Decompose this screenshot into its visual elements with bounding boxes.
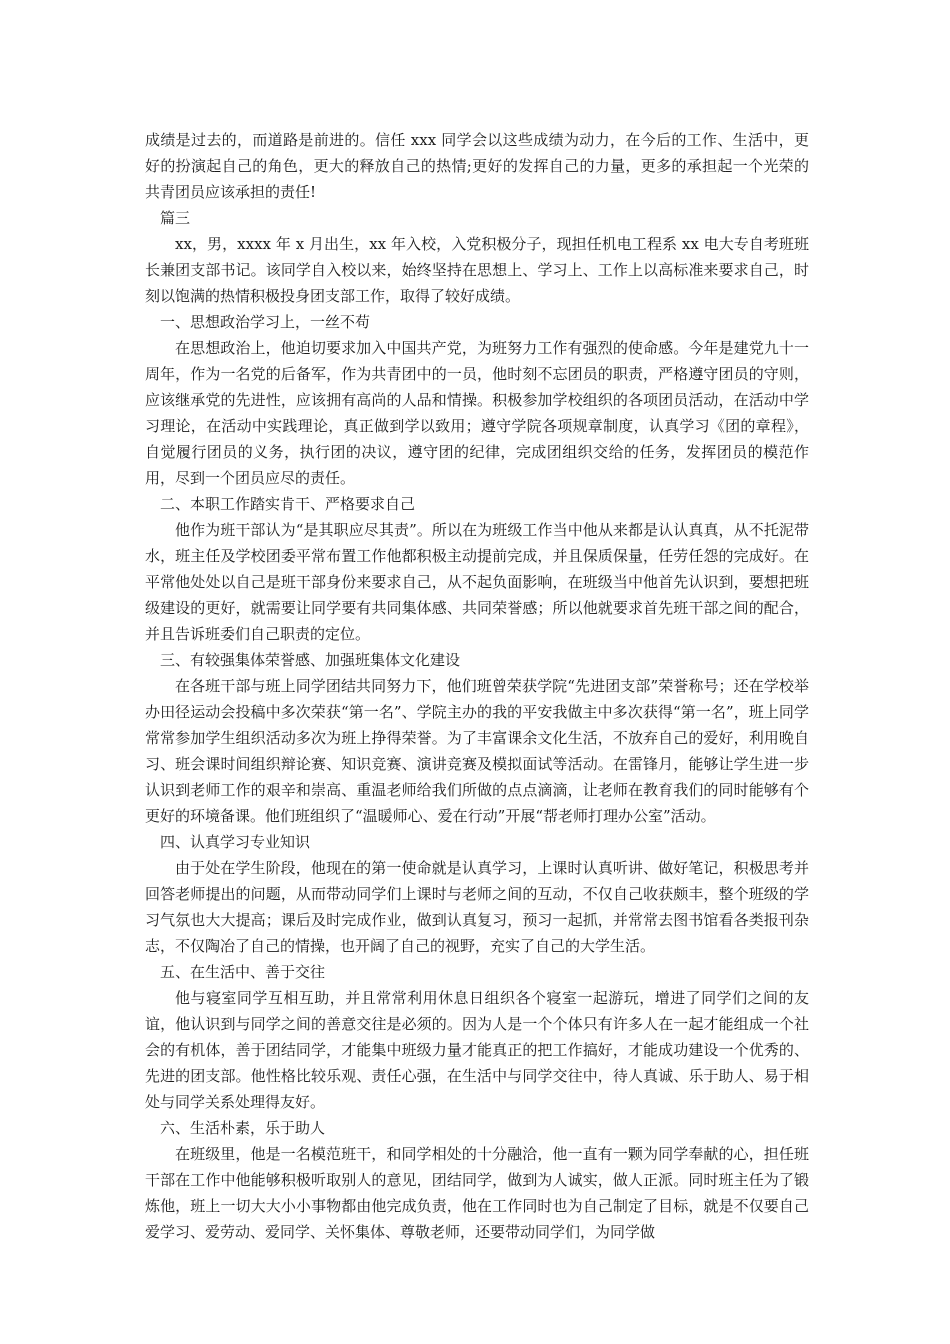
profile-paragraph: xx，男，xxxx 年 x 月出生，xx 年入校，入党积极分子，现担任机电工程系 xx 电大专自考班班长兼团支部书记。该同学自入校以来，始终坚持在思想上、学习上、工作上以高标准来要求自己，时刻以饱满的热情积极投身团支部工作，取得了较好成绩。 — [145, 235, 809, 305]
section-title: 篇三 — [160, 209, 191, 227]
section-heading-1: 一、思想政治学习上，一丝不苟 — [160, 313, 371, 331]
section-heading-4: 四、认真学习专业知识 — [160, 833, 311, 851]
section-body-2: 他作为班干部认为“是其职应尽其责”。所以在为班级工作当中他从来都是认认真真，从不托泥带水，班主任及学校团委平常布置工作他都积极主动提前完成，并且保质保量，任劳任怨的完成好。在平常他处处以自己是班干部身份来要求自己，从不起负面影响，在班级当中他首先认识到，要想把班级建设的更好，就需要让同学要有共同集体感、共同荣誉感；所以他就要求首先班干部之间的配合，并且告诉班委们自己职责的定位。 — [145, 521, 809, 643]
section-body-1: 在思想政治上，他迫切要求加入中国共产党，为班努力工作有强烈的使命感。今年是建党九十一周年，作为一名党的后备军，作为共青团中的一员，他时刻不忘团员的职责，严格遵守团员的守则，应该继承党的先进性，应该拥有高尚的人品和情操。积极参加学校组织的各项团员活动，在活动中学习理论，在活动中实践理论，真正做到学以致用；遵守学院各项规章制度，认真学习《团的章程》，自觉履行团员的义务，执行团的决议，遵守团的纪律，完成团组织交给的任务，发挥团员的模范作用，尽到一个团员应尽的责任。 — [145, 339, 809, 487]
section-heading-3: 三、有较强集体荣誉感、加强班集体文化建设 — [160, 651, 461, 669]
section-heading-5: 五、在生活中、善于交往 — [160, 963, 326, 981]
section-body-4: 由于处在学生阶段，他现在的第一使命就是认真学习，上课时认真听讲、做好笔记，积极思考并回答老师提出的问题，从而带动同学们上课时与老师之间的互动，不仅自己收获颇丰，整个班级的学习气氛也大大提高；课后及时完成作业，做到认真复习，预习一起抓，并常常去图书馆看各类报刊杂志，不仅陶冶了自己的情操，也开阔了自己的视野，充实了自己的大学生活。 — [145, 859, 809, 955]
section-body-6: 在班级里，他是一名模范班干，和同学相处的十分融洽，他一直有一颗为同学奉献的心，担任班干部在工作中他能够积极听取别人的意见，团结同学，做到为人诚实，做人正派。同时班主任为了锻炼他，班上一切大大小小事物都由他完成负责，他在工作同时也为自己制定了目标，就是不仅要自己爱学习、爱劳动、爱同学、关怀集体、尊敬老师，还要带动同学们，为同学做 — [145, 1145, 809, 1241]
section-body-3: 在各班干部与班上同学团结共同努力下，他们班曾荣获学院“先进团支部”荣誉称号；还在学校举办田径运动会投稿中多次荣获“第一名”、学院主办的我的平安我做主中多次获得“第一名”，班上同学常常参加学生组织活动多次为班上挣得荣誉。为了丰富课余文化生活，不放弃自己的爱好，利用晚自习、班会课时间组织辩论赛、知识竞赛、演讲竞赛及模拟面试等活动。在雷锋月，能够让学生进一步认识到老师工作的艰辛和崇高、重温老师给我们所做的点点滴滴，让老师在教育我们的同时能够有个更好的环境备课。他们班组织了“温暖师心、爱在行动”开展“帮老师打理办公室”活动。 — [145, 677, 809, 825]
intro-paragraph: 成绩是过去的，而道路是前进的。信任 xxx 同学会以这些成绩为动力，在今后的工作、生活中，更好的扮演起自己的角色，更大的释放自己的热情;更好的发挥自己的力量，更多的承担起一个光荣的共青团员应该承担的责任! — [145, 131, 809, 201]
section-heading-6: 六、生活朴素，乐于助人 — [160, 1119, 326, 1137]
document-page — [145, 127, 809, 1245]
section-heading-2: 二、本职工作踏实肯干、严格要求自己 — [160, 495, 416, 513]
section-body-5: 他与寝室同学互相互助，并且常常利用休息日组织各个寝室一起游玩，增进了同学们之间的友谊，他认识到与同学之间的善意交往是必须的。因为人是一个个体只有许多人在一起才能组成一个社会的有机体，善于团结同学，才能集中班级力量才能真正的把工作搞好，才能成功建设一个优秀的、先进的团支部。他性格比较乐观、责任心强，在生活中与同学交往中，待人真诚、乐于助人、易于相处与同学关系处理得友好。 — [145, 989, 809, 1111]
